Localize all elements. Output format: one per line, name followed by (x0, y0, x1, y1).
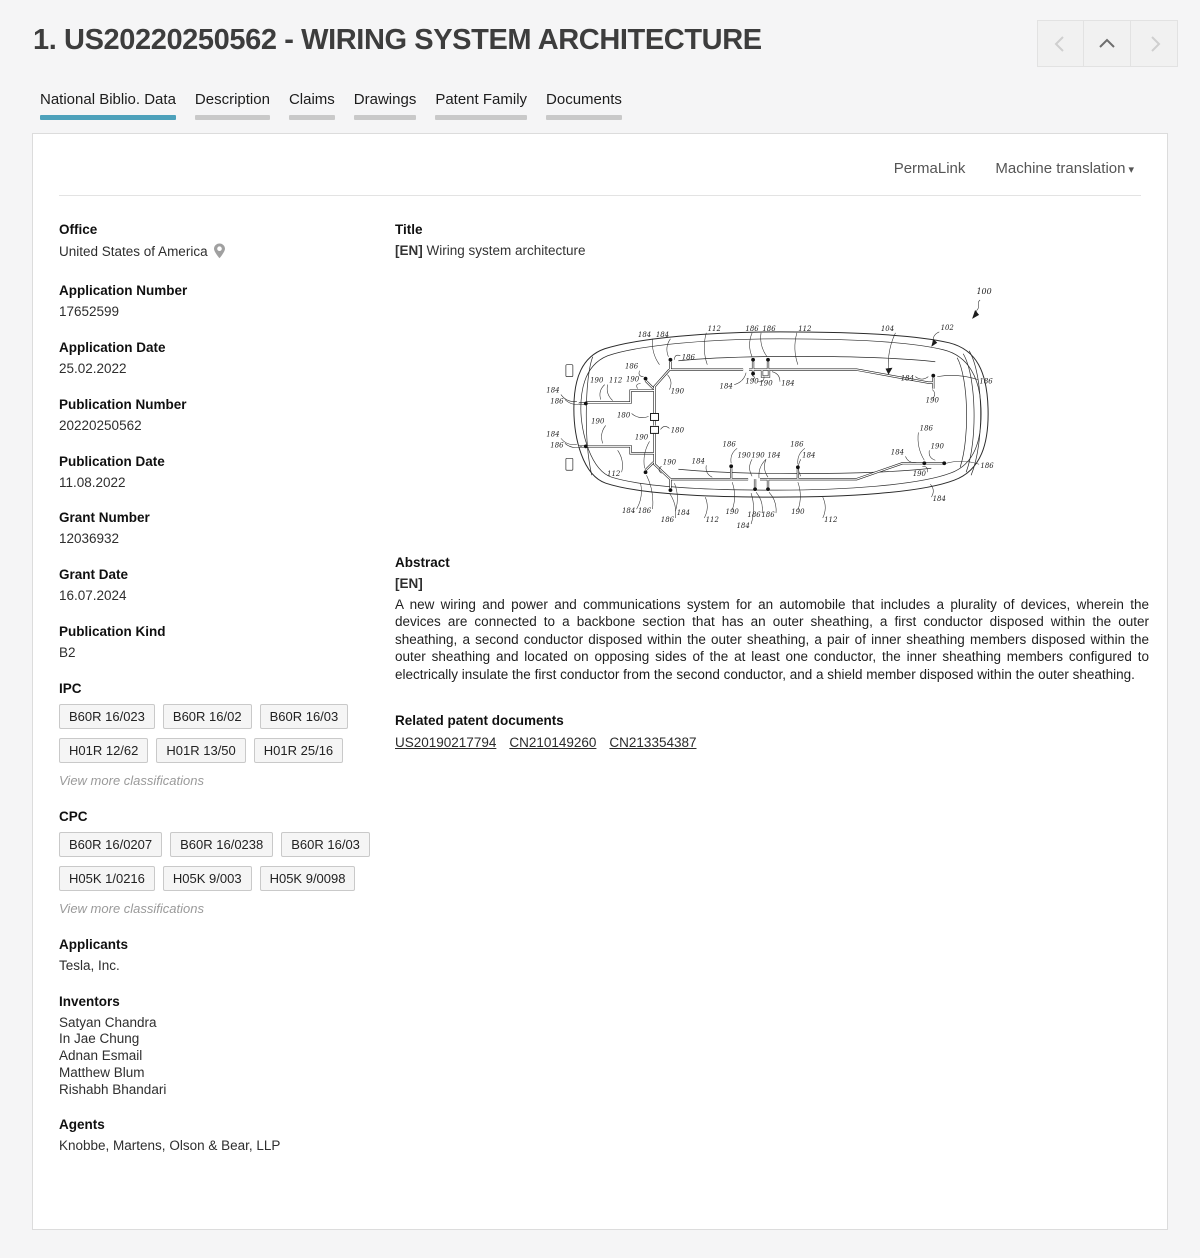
field-label: Related patent documents (395, 712, 564, 728)
tab-underline (289, 115, 335, 120)
classification-chip[interactable]: B60R 16/023 (59, 704, 155, 729)
ipc-chips (59, 702, 395, 770)
field-label: Publication Kind (59, 624, 166, 640)
svg-text:190: 190 (751, 451, 765, 460)
inventor-name: Satyan Chandra (59, 1014, 157, 1030)
svg-text:184: 184 (736, 521, 750, 530)
field-label: Publication Date (59, 453, 165, 469)
svg-text:184: 184 (655, 330, 670, 339)
inventor-list (59, 1015, 395, 1099)
applicant-name: Tesla, Inc. (59, 958, 120, 973)
field-label: Application Date (59, 339, 166, 355)
biblio-field (59, 340, 395, 378)
field-value: 25.02.2022 (59, 360, 127, 376)
next-result-button[interactable] (1131, 20, 1178, 67)
page-title: 1. US20220250562 - WIRING SYSTEM ARCHITECTURE (33, 24, 762, 56)
svg-text:184: 184 (621, 507, 636, 516)
svg-text:184: 184 (637, 330, 652, 339)
svg-text:184: 184 (719, 382, 733, 391)
tab[interactable]: Patent Family (435, 91, 527, 120)
svg-text:186: 186 (745, 324, 759, 333)
svg-text:190: 190 (625, 375, 640, 384)
svg-text:190: 190 (745, 377, 759, 386)
inventor-name: In Jae Chung (59, 1031, 140, 1047)
agents-section (59, 1117, 395, 1155)
chevron-left-icon (1046, 29, 1076, 59)
svg-text:190: 190 (591, 417, 605, 426)
related-documents-section (395, 713, 1149, 752)
svg-text:190: 190 (759, 379, 773, 388)
svg-text:186: 186 (919, 424, 933, 433)
result-pager (1037, 20, 1178, 67)
applicant-list (59, 958, 395, 975)
field-label: Agents (59, 1117, 105, 1133)
cpc-section (59, 809, 395, 916)
classification-chip[interactable]: B60R 16/03 (281, 832, 370, 857)
field-value: B2 (59, 645, 76, 661)
classification-chip[interactable]: H01R 12/62 (59, 738, 148, 763)
office-field (59, 222, 395, 264)
field-label: Grant Date (59, 567, 129, 583)
agent-list (59, 1138, 395, 1155)
field-label: Application Number (59, 282, 188, 298)
tab-underline (195, 115, 270, 120)
ipc-section (59, 681, 395, 788)
back-to-results-button[interactable] (1084, 20, 1131, 67)
svg-text:186: 186 (761, 511, 775, 520)
svg-text:184: 184 (691, 457, 705, 466)
chevron-right-icon (1139, 29, 1169, 59)
classification-chip[interactable]: B60R 16/0238 (170, 832, 273, 857)
tab[interactable]: Claims (289, 91, 335, 120)
field-value: 12036932 (59, 531, 120, 547)
view-more-classifications-link[interactable]: View more classifications (59, 901, 204, 916)
svg-text:186: 186 (660, 516, 675, 525)
svg-text:180: 180 (670, 426, 685, 435)
inventor-name: Adnan Esmail (59, 1048, 143, 1064)
map-pin-icon[interactable] (213, 247, 226, 262)
field-value: United States of America (59, 243, 395, 264)
svg-text:186: 186 (681, 353, 695, 362)
svg-text:186: 186 (550, 397, 564, 406)
svg-text:102: 102 (940, 323, 954, 332)
biblio-field (59, 624, 395, 662)
svg-text:190: 190 (912, 470, 926, 479)
agent-name: Knobbe, Martens, Olson & Bear, LLP (59, 1138, 281, 1154)
inventor-name: Matthew Blum (59, 1064, 145, 1080)
svg-text:186: 186 (747, 511, 761, 520)
field-label: Publication Number (59, 396, 187, 412)
tab-underline (435, 115, 527, 120)
field-value: 20220250562 (59, 417, 142, 433)
svg-text:190: 190 (634, 433, 649, 442)
biblio-left-column (59, 222, 395, 1174)
svg-text:186: 186 (722, 440, 736, 449)
classification-chip[interactable]: H01R 25/16 (254, 738, 343, 763)
caret-down-icon: ▾ (1128, 164, 1134, 176)
svg-text:186: 186 (790, 440, 804, 449)
svg-text:190: 190 (590, 376, 604, 385)
permalink-button[interactable]: PermaLink (893, 160, 966, 177)
tab-bar (40, 91, 1200, 120)
svg-text:186: 186 (550, 441, 564, 450)
svg-text:190: 190 (662, 458, 677, 467)
biblio-field (59, 510, 395, 548)
field-value: 16.07.2024 (59, 588, 127, 604)
svg-text:184: 184 (546, 430, 560, 439)
chevron-up-icon (1092, 29, 1122, 59)
biblio-field (59, 283, 395, 321)
vehicle-wiring-figure (541, 277, 999, 546)
svg-text:112: 112 (798, 324, 812, 333)
svg-text:184: 184 (781, 379, 795, 388)
abstract-text: A new wiring and power and communications system for an automobile that includes a plurality of devices, wherein the devices are connected to a backbone section that has an outer sheathing, a first conductor disposed within the outer sheathing, a second conductor disposed within the outer sheathing, a pair of inner sheathing members disposed within the outer sheathing and located on opposing sides of the at least one conductor, the inner sheathing members configured to electrically insulate the first conductor from the second conductor, and a shield member disposed within the outer sheathing. (395, 596, 1149, 682)
title-section (395, 222, 1149, 258)
field-label: Title (395, 222, 423, 237)
field-label: CPC (59, 809, 88, 824)
svg-text:186: 186 (637, 507, 652, 516)
svg-text:184: 184 (546, 386, 560, 395)
field-value: 17652599 (59, 303, 120, 319)
field-label: Applicants (59, 937, 129, 952)
svg-text:190: 190 (725, 508, 739, 517)
machine-translation-dropdown[interactable]: Machine translation ▾ (995, 160, 1134, 177)
classification-chip[interactable]: B60R 16/0207 (59, 832, 162, 857)
field-label: Abstract (395, 555, 450, 570)
svg-text:190: 190 (930, 442, 944, 451)
svg-text:112: 112 (705, 516, 719, 525)
tab[interactable]: Drawings (354, 91, 417, 120)
applicants-section (59, 937, 395, 975)
svg-text:104: 104 (880, 324, 895, 333)
simple-fields (59, 283, 395, 662)
view-more-classifications-link[interactable]: View more classifications (59, 773, 204, 788)
svg-text:186: 186 (980, 462, 994, 471)
related-doc-link[interactable]: CN210149260 (509, 734, 597, 750)
svg-text:112: 112 (707, 324, 721, 333)
svg-text:112: 112 (607, 470, 621, 479)
classification-chip[interactable]: H05K 9/0098 (260, 866, 356, 891)
card-toolbar (33, 134, 1167, 195)
patent-drawing (541, 277, 1149, 551)
field-value: 11.08.2022 (59, 474, 126, 490)
tab-underline (546, 115, 622, 120)
classification-chip[interactable]: H05K 1/0216 (59, 866, 155, 891)
card-content (33, 196, 1167, 1174)
biblio-field (59, 454, 395, 492)
inventor-name: Rishabh Bhandari (59, 1081, 167, 1097)
svg-text:112: 112 (609, 376, 623, 385)
svg-text:190: 190 (791, 508, 805, 517)
field-label: Grant Number (59, 510, 150, 526)
field-label: Inventors (59, 993, 120, 1009)
svg-text:100: 100 (976, 287, 992, 297)
tab[interactable]: National Biblio. Data (40, 91, 176, 120)
biblio-right-column (395, 222, 1149, 1174)
biblio-field (59, 567, 395, 605)
svg-text:184: 184 (890, 448, 905, 457)
related-doc-link[interactable]: US20190217794 (395, 734, 497, 750)
svg-text:190: 190 (670, 387, 685, 396)
svg-text:184: 184 (932, 495, 946, 504)
inventors-section (59, 994, 395, 1099)
classification-chip[interactable]: H05K 9/003 (163, 866, 252, 891)
svg-text:184: 184 (900, 374, 915, 383)
field-label: IPC (59, 681, 82, 696)
related-doc-link[interactable]: CN213354387 (609, 734, 697, 750)
classification-chip[interactable]: B60R 16/02 (163, 704, 252, 729)
tab-underline (40, 115, 176, 120)
classification-chip[interactable]: H01R 13/50 (156, 738, 245, 763)
biblio-card (32, 133, 1168, 1230)
svg-text:184: 184 (676, 509, 691, 518)
classification-chip[interactable]: B60R 16/03 (260, 704, 349, 729)
svg-text:186: 186 (624, 362, 639, 371)
tab-underline (354, 115, 417, 120)
abstract-section (395, 555, 1149, 683)
patent-title-value: [EN] Wiring system architecture (395, 243, 586, 258)
abstract-language: [EN] (395, 576, 423, 591)
tab[interactable]: Documents (546, 91, 622, 120)
svg-text:190: 190 (925, 396, 939, 405)
related-doc-links (395, 734, 1149, 752)
svg-text:184: 184 (767, 451, 781, 460)
svg-text:190: 190 (737, 451, 751, 460)
svg-text:186: 186 (762, 324, 776, 333)
svg-text:186: 186 (979, 377, 993, 386)
page-header (0, 0, 1200, 57)
previous-result-button[interactable] (1037, 20, 1084, 67)
field-label: Office (59, 222, 98, 237)
cpc-chips (59, 830, 395, 898)
svg-text:180: 180 (616, 411, 631, 420)
biblio-field (59, 397, 395, 435)
svg-text:112: 112 (824, 516, 838, 525)
tab[interactable]: Description (195, 91, 270, 120)
svg-text:184: 184 (802, 451, 816, 460)
